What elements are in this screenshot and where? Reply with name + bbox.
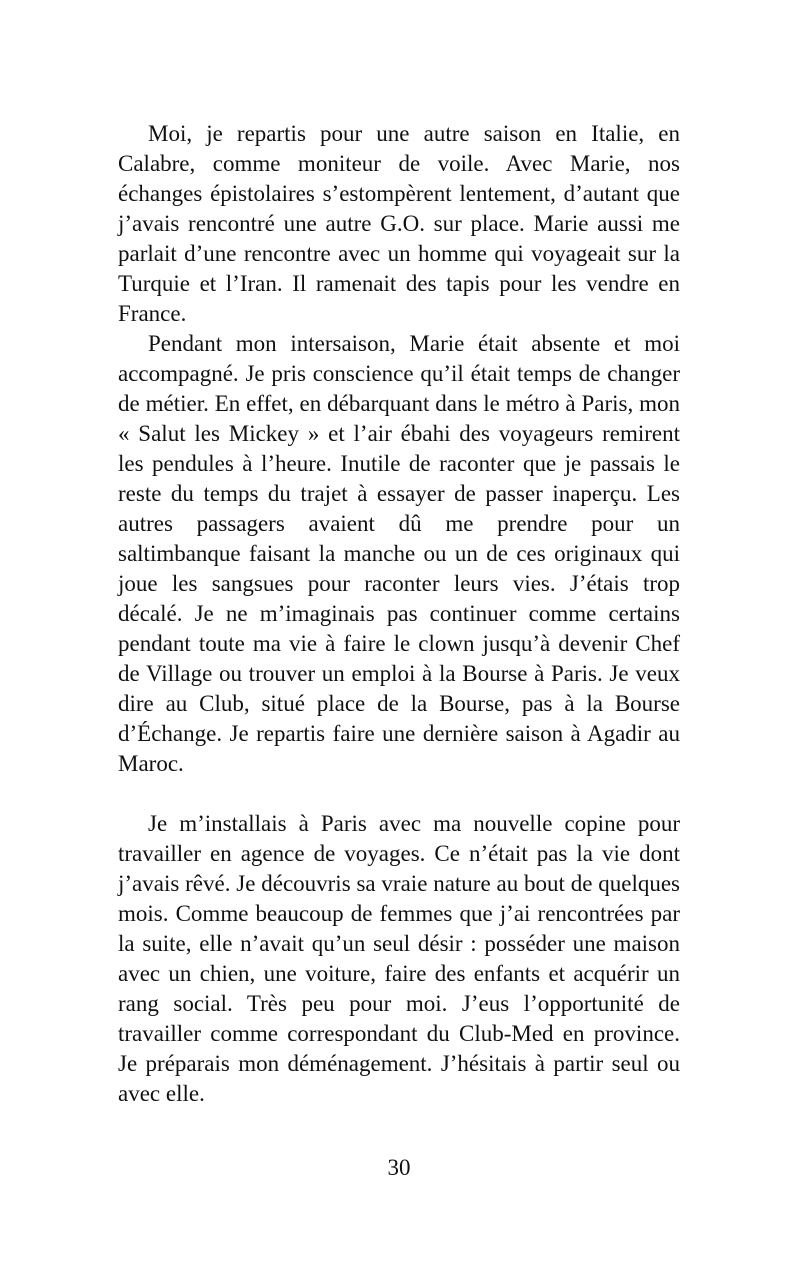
text-block-1: [118, 119, 680, 779]
text-block-2: [118, 809, 680, 1109]
page-number: 30: [387, 1155, 411, 1180]
paragraph: Moi, je repartis pour une autre saison en Italie, en Calabre, comme moniteur de voile. Avec Marie, nos échanges épistolaires s’estompèrent lentement, d’autant que j’avais rencontré une autre G.O. sur place. Marie aussi me parlait d’une rencontre avec un homme qui voyageait sur la Turquie et l’Iran. Il ramenait des tapis pour les vendre en France.: [118, 121, 680, 326]
paragraph: Je m’installais à Paris avec ma nouvelle copine pour travailler en agence de voyages. Ce n’était pas la vie dont j’avais rêvé. Je découvris sa vraie nature au bout de quelques mois. Comme beaucoup de femmes que j’ai rencontrées par la suite, elle n’avait qu’un seul désir : posséder une maison avec un chien, une voiture, faire des enfants et acquérir un rang social. Très peu pour moi. J’eus l’opportunité de travailler comme correspondant du Club-Med en province. Je préparais mon déménagement. J’hésitais à partir seul ou avec elle.: [118, 811, 680, 1106]
paragraph: Pendant mon intersaison, Marie était absente et moi accompagné. Je pris conscience qu’il était temps de changer de métier. En effet, en débarquant dans le métro à Paris, mon « Salut les Mickey » et l’air ébahi des voyageurs remirent les pendules à l’heure. Inutile de raconter que je passais le reste du temps du trajet à essayer de passer inaperçu. Les autres passagers avaient dû me prendre pour un saltimbanque faisant la manche ou un de ces originaux qui joue les sangsues pour raconter leurs vies. J’étais trop décalé. Je ne m’imaginais pas continuer comme certains pendant toute ma vie à faire le clown jusqu’à devenir Chef de Village ou trouver un emploi à la Bourse à Paris. Je veux dire au Club, situé place de la Bourse, pas à la Bourse d’Échange. Je repartis faire une dernière saison à Agadir au Maroc.: [118, 331, 680, 776]
